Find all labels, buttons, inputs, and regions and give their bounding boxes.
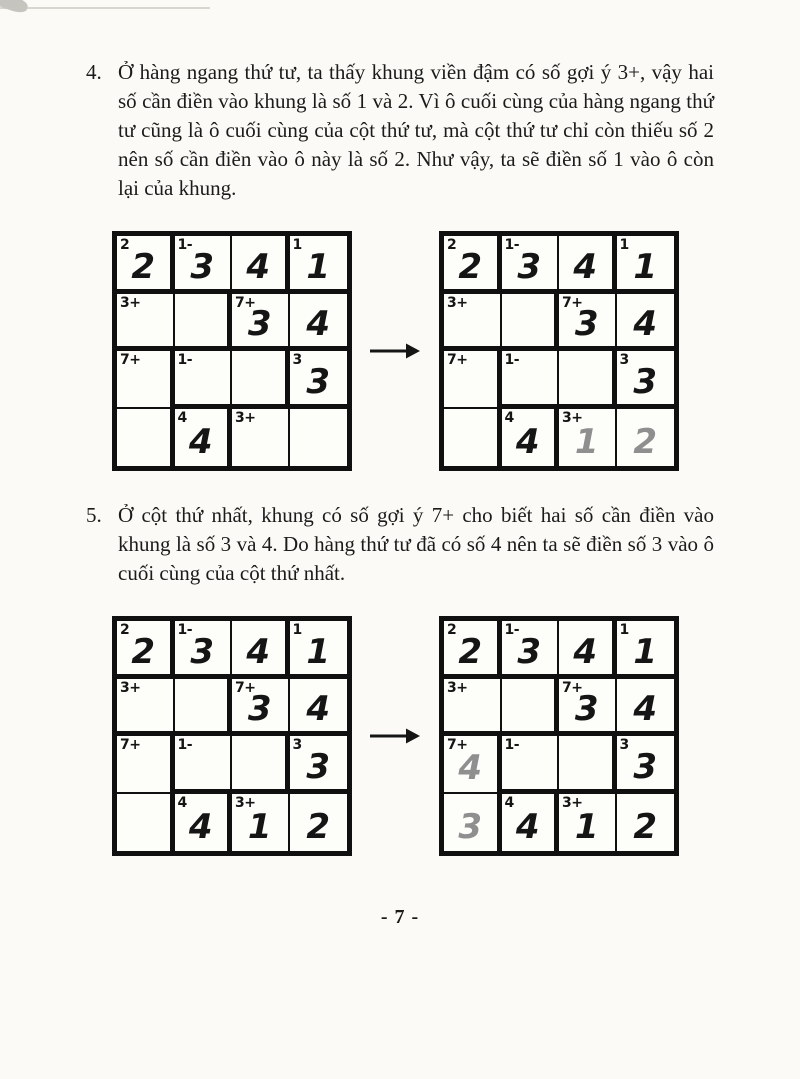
cell-value: 3 <box>247 689 272 730</box>
kenken-cell <box>117 236 175 294</box>
kenken-cell <box>175 621 233 679</box>
kenken-cell <box>175 736 233 794</box>
kenken-cell <box>290 736 348 794</box>
cage-clue: 3 <box>619 352 629 368</box>
cage-clue: 1- <box>177 352 193 368</box>
cell-value: 4 <box>246 631 271 672</box>
kenken-cell <box>559 294 617 352</box>
step-4-text: Ở hàng ngang thứ tư, ta thấy khung viền đậm có số gợi ý 3+, vậy hai số cần điền vào khung là số 1 và 2. Vì ô cuối cùng của hàng ngang thứ tư cũng là ô cuối cùng của cột thứ tư, mà cột thứ tư chỉ còn thiếu số 2 nên số cần điền vào ô này là số 2. Như vậy, ta sẽ điền số 1 vào ô còn lại của khung. <box>118 60 714 200</box>
cell-value: 2 <box>306 806 331 847</box>
kenken-cell <box>444 621 502 679</box>
kenken-cell <box>290 794 348 852</box>
step-4-number: 4. <box>86 60 102 84</box>
cell-value: 3 <box>517 246 542 287</box>
cell-value: 3 <box>458 806 483 847</box>
cage-clue: 1- <box>504 737 520 753</box>
cell-value: 3 <box>247 304 272 345</box>
cage-clue: 3 <box>619 737 629 753</box>
kenken-cell <box>117 736 175 794</box>
cage-clue: 3+ <box>562 409 583 426</box>
kenken-cell <box>175 409 233 467</box>
cell-value: 4 <box>633 304 658 345</box>
scan-artifact-line <box>0 7 210 9</box>
cage-clue: 2 <box>447 622 457 638</box>
kenken-cell <box>559 351 617 409</box>
cage-clue: 7+ <box>447 737 468 753</box>
cell-value: 3 <box>306 746 331 787</box>
cell-value: 1 <box>306 246 331 287</box>
cage-clue: 7+ <box>235 679 256 696</box>
kenken-cell <box>290 679 348 737</box>
kenken-cell <box>175 236 233 294</box>
kenken-cell <box>559 794 617 852</box>
kenken-cell <box>290 294 348 352</box>
cell-value: 1 <box>633 246 658 287</box>
cage-clue: 7+ <box>120 352 141 368</box>
cell-value: 2 <box>458 246 483 287</box>
cell-value: 3 <box>574 304 599 345</box>
kenken-cell <box>617 679 675 737</box>
kenken-cell <box>559 679 617 737</box>
kenken-cell <box>117 409 175 467</box>
step-4-section <box>86 58 714 471</box>
step-5-text: Ở cột thứ nhất, khung có số gợi ý 7+ cho biết hai số cần điền vào khung là số 3 và 4. Do hàng thứ tư đã có số 4 nên ta sẽ điền số 3 vào ô cuối cùng của cột thứ nhất. <box>118 503 714 585</box>
kenken-cell <box>559 621 617 679</box>
cage-clue: 4 <box>177 409 187 426</box>
kenken-cell <box>290 409 348 467</box>
cell-value: 2 <box>131 246 156 287</box>
kenken-cell <box>175 794 233 852</box>
arrow-right-icon <box>369 727 421 745</box>
cell-value: 4 <box>306 689 331 730</box>
step-5-section <box>86 501 714 856</box>
cage-clue: 3+ <box>235 794 256 811</box>
kenken-cell <box>175 294 233 352</box>
kenken-cell <box>502 236 560 294</box>
step-5-grid-pair <box>112 616 714 856</box>
cell-value: 2 <box>633 806 658 847</box>
kenken-grid-step5-after <box>439 616 679 856</box>
cell-value: 3 <box>517 631 542 672</box>
kenken-cell <box>444 736 502 794</box>
kenken-cell <box>502 794 560 852</box>
kenken-grid-step4-after <box>439 231 679 471</box>
kenken-grid-step4-before <box>112 231 352 471</box>
cage-clue: 3 <box>292 737 302 753</box>
kenken-grid-step5-before <box>112 616 352 856</box>
cell-value: 3 <box>633 361 658 402</box>
cage-clue: 7+ <box>562 294 583 311</box>
kenken-cell <box>232 294 290 352</box>
kenken-cell <box>502 294 560 352</box>
cage-clue: 1- <box>504 352 520 368</box>
kenken-cell <box>290 621 348 679</box>
kenken-cell <box>502 679 560 737</box>
kenken-cell <box>232 621 290 679</box>
cage-clue: 3+ <box>235 409 256 426</box>
step-4-paragraph <box>86 58 714 203</box>
cage-clue: 1 <box>292 237 302 253</box>
cell-value: 3 <box>574 689 599 730</box>
cell-value: 1 <box>574 421 599 462</box>
cage-clue: 1 <box>619 622 629 638</box>
cell-value: 4 <box>188 806 213 847</box>
cell-value: 1 <box>633 631 658 672</box>
cell-value: 4 <box>458 748 483 789</box>
kenken-cell <box>617 294 675 352</box>
kenken-cell <box>290 351 348 409</box>
kenken-cell <box>175 679 233 737</box>
cage-clue: 7+ <box>447 352 468 368</box>
kenken-cell <box>444 351 502 409</box>
kenken-cell <box>502 351 560 409</box>
kenken-cell <box>232 236 290 294</box>
cell-value: 4 <box>246 246 271 287</box>
cell-value: 3 <box>306 361 331 402</box>
cell-value: 4 <box>306 304 331 345</box>
cage-clue: 3+ <box>120 679 141 696</box>
kenken-cell <box>117 351 175 409</box>
kenken-cell <box>617 351 675 409</box>
cage-clue: 4 <box>504 794 514 811</box>
kenken-cell <box>617 236 675 294</box>
cage-clue: 1- <box>504 622 520 638</box>
cell-value: 1 <box>574 806 599 847</box>
cell-value: 2 <box>131 631 156 672</box>
arrow-right-icon <box>369 342 421 360</box>
cage-clue: 2 <box>120 622 130 638</box>
kenken-cell <box>559 736 617 794</box>
step-4-grid-pair <box>112 231 714 471</box>
kenken-cell <box>232 409 290 467</box>
kenken-cell <box>559 409 617 467</box>
cage-clue: 2 <box>447 237 457 253</box>
kenken-cell <box>117 621 175 679</box>
kenken-cell <box>232 679 290 737</box>
cell-value: 4 <box>573 631 598 672</box>
cage-clue: 1- <box>177 237 193 253</box>
kenken-cell <box>617 736 675 794</box>
kenken-cell <box>232 794 290 852</box>
cell-value: 3 <box>190 631 215 672</box>
kenken-cell <box>502 621 560 679</box>
cell-value: 1 <box>306 631 331 672</box>
kenken-cell <box>502 409 560 467</box>
step-5-paragraph <box>86 501 714 588</box>
cell-value: 1 <box>247 806 272 847</box>
cage-clue: 7+ <box>562 679 583 696</box>
cage-clue: 1- <box>177 622 193 638</box>
kenken-cell <box>232 351 290 409</box>
cage-clue: 7+ <box>120 737 141 753</box>
cage-clue: 3+ <box>562 794 583 811</box>
cell-value: 2 <box>458 631 483 672</box>
step-5-number: 5. <box>86 503 102 527</box>
kenken-cell <box>117 794 175 852</box>
kenken-cell <box>175 351 233 409</box>
cell-value: 4 <box>573 246 598 287</box>
cage-clue: 3+ <box>447 679 468 696</box>
page-number: - 7 - <box>380 906 420 928</box>
kenken-cell <box>117 294 175 352</box>
kenken-cell <box>444 794 502 852</box>
cell-value: 3 <box>190 246 215 287</box>
kenken-cell <box>290 236 348 294</box>
cage-clue: 4 <box>177 794 187 811</box>
kenken-cell <box>444 679 502 737</box>
kenken-cell <box>444 294 502 352</box>
kenken-cell <box>617 409 675 467</box>
cell-value: 4 <box>515 806 540 847</box>
cage-clue: 1- <box>504 237 520 253</box>
kenken-cell <box>617 794 675 852</box>
cell-value: 4 <box>188 421 213 462</box>
kenken-cell <box>502 736 560 794</box>
cage-clue: 3+ <box>120 294 141 311</box>
cage-clue: 4 <box>504 409 514 426</box>
kenken-cell <box>444 236 502 294</box>
kenken-cell <box>117 679 175 737</box>
cage-clue: 1 <box>619 237 629 253</box>
cage-clue: 3 <box>292 352 302 368</box>
cage-clue: 1 <box>292 622 302 638</box>
cell-value: 2 <box>633 421 658 462</box>
cell-value: 4 <box>515 421 540 462</box>
kenken-cell <box>444 409 502 467</box>
cell-value: 3 <box>633 746 658 787</box>
cage-clue: 7+ <box>235 294 256 311</box>
cell-value: 4 <box>633 689 658 730</box>
kenken-cell <box>232 736 290 794</box>
cage-clue: 2 <box>120 237 130 253</box>
cage-clue: 3+ <box>447 294 468 311</box>
kenken-cell <box>617 621 675 679</box>
kenken-cell <box>559 236 617 294</box>
cage-clue: 1- <box>177 737 193 753</box>
